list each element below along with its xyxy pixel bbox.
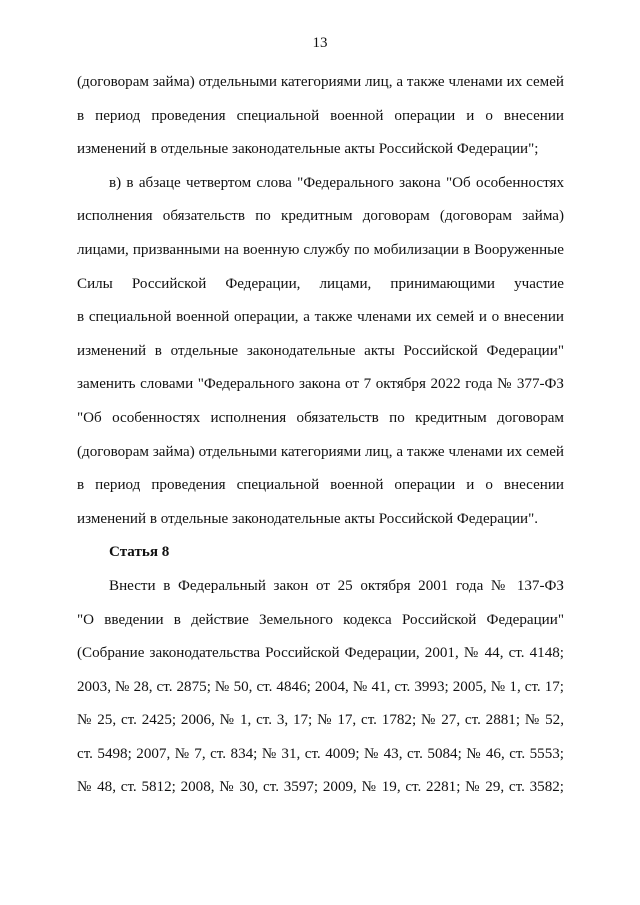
text-line: изменений в отдельные законодательные акты Российской Федерации". xyxy=(77,510,539,527)
article-heading: Статья 8 xyxy=(109,544,170,561)
text-line: исполнения обязательств по кредитным договорам (договорам займа) xyxy=(77,208,564,225)
text-line: Силы Российской Федерации, лицами, принимающими участие xyxy=(77,275,564,292)
text-line: Внести в Федеральный закон от 25 октября 2001 года № 137-ФЗ xyxy=(109,577,564,594)
text-line: "О введении в действие Земельного кодекса Российской Федерации" xyxy=(77,611,564,628)
text-line: в период проведения специальной военной операции и о внесении xyxy=(77,107,564,124)
text-line: изменений в отдельные законодательные акты Российской Федерации" xyxy=(77,342,564,359)
document-body xyxy=(77,72,564,811)
page-number: 13 xyxy=(312,35,328,51)
text-line: № 48, ст. 5812; 2008, № 30, ст. 3597; 2009, № 19, ст. 2281; № 29, ст. 3582; xyxy=(77,779,564,796)
text-line: № 25, ст. 2425; 2006, № 1, ст. 3, 17; № 17, ст. 1782; № 27, ст. 2881; № 52, xyxy=(77,712,564,729)
text-line: (договорам займа) отдельными категориями лиц, а также членами их семей xyxy=(77,443,564,460)
text-line: лицами, призванными на военную службу по мобилизации в Вооруженные xyxy=(77,241,564,258)
text-line: 2003, № 28, ст. 2875; № 50, ст. 4846; 2004, № 41, ст. 3993; 2005, № 1, ст. 17; xyxy=(77,678,564,695)
text-line: (Собрание законодательства Российской Федерации, 2001, № 44, ст. 4148; xyxy=(77,645,564,662)
text-line: "Об особенностях исполнения обязательств по кредитным договорам xyxy=(77,409,564,426)
text-line: в специальной военной операции, а также членами их семей и о внесении xyxy=(77,309,564,326)
text-line: заменить словами "Федерального закона от 7 октября 2022 года № 377-ФЗ xyxy=(77,376,564,393)
text-line: в период проведения специальной военной операции и о внесении xyxy=(77,477,564,494)
text-line: (договорам займа) отдельными категориями лиц, а также членами их семей xyxy=(77,74,564,90)
text-line: в) в абзаце четвертом слова "Федерального закона "Об особенностях xyxy=(109,174,564,191)
text-line: изменений в отдельные законодательные акты Российской Федерации"; xyxy=(77,141,539,158)
text-line: ст. 5498; 2007, № 7, ст. 834; № 31, ст. 4009; № 43, ст. 5084; № 46, ст. 5553; xyxy=(77,745,564,762)
